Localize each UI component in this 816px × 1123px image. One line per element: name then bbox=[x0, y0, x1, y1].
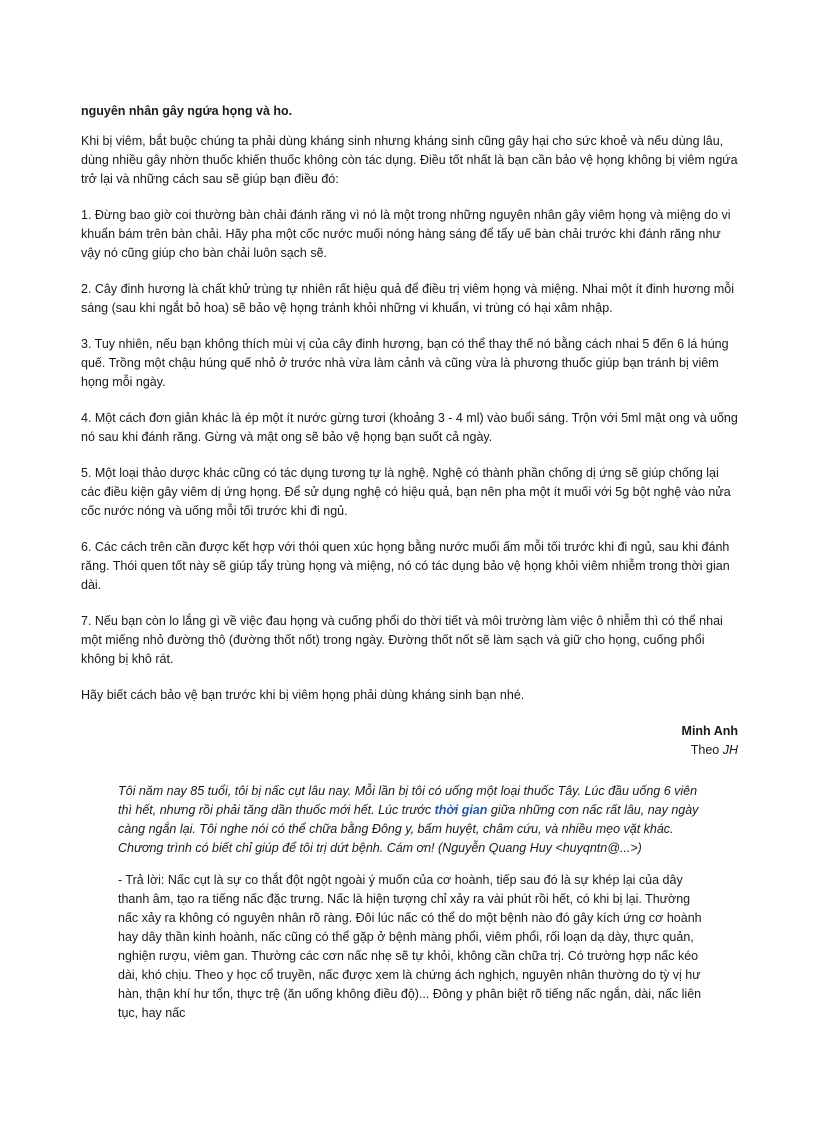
tip-6-paragraph: 6. Các cách trên cần được kết hợp với thói quen xúc họng bằng nước muối ấm mỗi tối trước khi đi ngủ, sau khi đánh răng. Thói quen tốt này sẽ giúp tẩy trùng họng và miệng, nó có tác dụng bảo vệ họng khỏi viêm nhiễm trong thời gian dài. bbox=[81, 540, 730, 592]
qa-section bbox=[118, 782, 703, 1023]
closing-paragraph: Hãy biết cách bảo vệ bạn trước khi bị viêm họng phải dùng kháng sinh bạn nhé. bbox=[81, 688, 525, 702]
question-text-end: giữa những cơn nấc rất lâu, nay ngày càng ngắn lại. Tôi nghe nói có thể chữa bằng Đông y, bấm huyệt, châm cứu, và nhiều mẹo vặt khác. Chương trình có biết chỉ giúp để tôi trị dứt bệnh. Cám ơn! (Nguyễn Quang Huy <huyqntn@...>) bbox=[118, 803, 699, 855]
tip-1-paragraph: 1. Đừng bao giờ coi thường bàn chải đánh răng vì nó là một trong những nguyên nhân gây viêm họng và miệng do vi khuẩn bám trên bàn chải. Hãy pha một cốc nước muối nóng hàng sáng để tẩy uế bàn chải trước khi đánh răng như vậy nó cũng giúp cho bàn chải luôn sạch sẽ. bbox=[81, 208, 731, 260]
document-page bbox=[81, 104, 738, 1023]
tip-2-paragraph: 2. Cây đinh hương là chất khử trùng tự nhiên rất hiệu quả để điều trị viêm họng và miệng. Nhai một ít đinh hương mỗi sáng (sau khi ngắt bỏ hoa) sẽ bảo vệ họng tránh khỏi những vi khuẩn, vi trùng có hại xâm nhập. bbox=[81, 282, 735, 315]
tip-3-paragraph: 3. Tuy nhiên, nếu bạn không thích mùi vị của cây đinh hương, bạn có thể thay thế nó bằng cách nhai 5 đến 6 lá húng quế. Trồng một chậu húng quế nhỏ ở trước nhà vừa làm cảnh và cũng vừa là phương thuốc giúp bạn tránh bị viêm họng mỗi ngày. bbox=[81, 337, 729, 389]
tip-7-paragraph: 7. Nếu bạn còn lo lắng gì về việc đau họng và cuống phổi do thời tiết và môi trường làm việc ô nhiễm thì có thể nhai một miếng nhỏ đường thô (đường thốt nốt) trong ngày. Đường thốt nốt sẽ làm sạch và giữ cho họng, cuống phổi không bị khô rát. bbox=[81, 614, 723, 666]
intro-paragraph: Khi bị viêm, bắt buộc chúng ta phải dùng kháng sinh nhưng kháng sinh cũng gây hại cho sức khoẻ và nếu dùng lâu, dùng nhiều gây nhờn thuốc khiến thuốc không còn tác dụng. Điều tốt nhất là bạn cần bảo vệ họng không bị viêm ngứa trở lại và những cách sau sẽ giúp bạn điều đó: bbox=[81, 134, 738, 186]
expert-answer: - Trả lời: Nấc cụt là sự co thắt đột ngột ngoài ý muốn của cơ hoành, tiếp sau đó là sự khép lại của dây thanh âm, tạo ra tiếng nấc đặc trưng. Nấc là hiện tượng chỉ xảy ra vài phút rồi hết, có khi bị lại. Thường nấc xảy ra không có nguyên nhân rõ ràng. Đôi lúc nấc có thể do một bệnh nào đó gây kích ứng cơ hoành hay dây thần kinh hoành, nấc cũng có thể gặp ở bệnh màng phổi, viêm phổi, rối loạn dạ dày, thực quản, nghiện rượu, viêm gan. Thường các cơn nấc nhẹ sẽ tự khỏi, không cần chữa trị. Có trường hợp nấc kéo dài, khó chịu. Theo y học cổ truyền, nấc được xem là chứng ách nghịch, nguyên nhân thường do tỳ vị hư hàn, thận khí hư tổn, thực trệ (ăn uống không điều độ)... Đông y phân biệt rõ tiếng nấc ngắn, dài, nấc liên tục, hay nấc bbox=[118, 873, 702, 1020]
thoi-gian-link[interactable]: thời gian bbox=[434, 803, 488, 817]
tip-4-paragraph: 4. Một cách đơn giản khác là ép một ít nước gừng tươi (khoảng 3 - 4 ml) vào buổi sáng. Trộn với 5ml mật ong và uống nó sau khi đánh răng. Gừng và mật ong sẽ bảo vệ họng bạn suốt cả ngày. bbox=[81, 411, 738, 444]
source-credit bbox=[81, 741, 738, 760]
question-text-start: Tôi năm nay 85 tuổi, tôi bị nấc cụt lâu nay. Mỗi lần bị tôi có uống một loại thuốc Tây. Lúc đầu uống 6 viên thì hết, nhưng rồi phải tăng dần thuốc mới hết. Lúc trước bbox=[118, 784, 698, 817]
tip-5-paragraph: 5. Một loại thảo dược khác cũng có tác dụng tương tự là nghệ. Nghệ có thành phần chống dị ứng sẽ giúp chống lại các điều kiện gây viêm dị ứng họng. Để sử dụng nghệ có hiệu quả, bạn nên pha một ít muối với 5g bột nghệ vào nửa cốc nước nóng và uống mỗi tối trước khi đi ngủ. bbox=[81, 466, 731, 518]
source-name: JH bbox=[722, 743, 738, 757]
section-heading: nguyên nhân gây ngứa họng và ho. bbox=[81, 104, 293, 118]
source-prefix: Theo bbox=[690, 743, 723, 757]
reader-question bbox=[118, 782, 703, 858]
author-signature: Minh Anh bbox=[681, 724, 738, 738]
